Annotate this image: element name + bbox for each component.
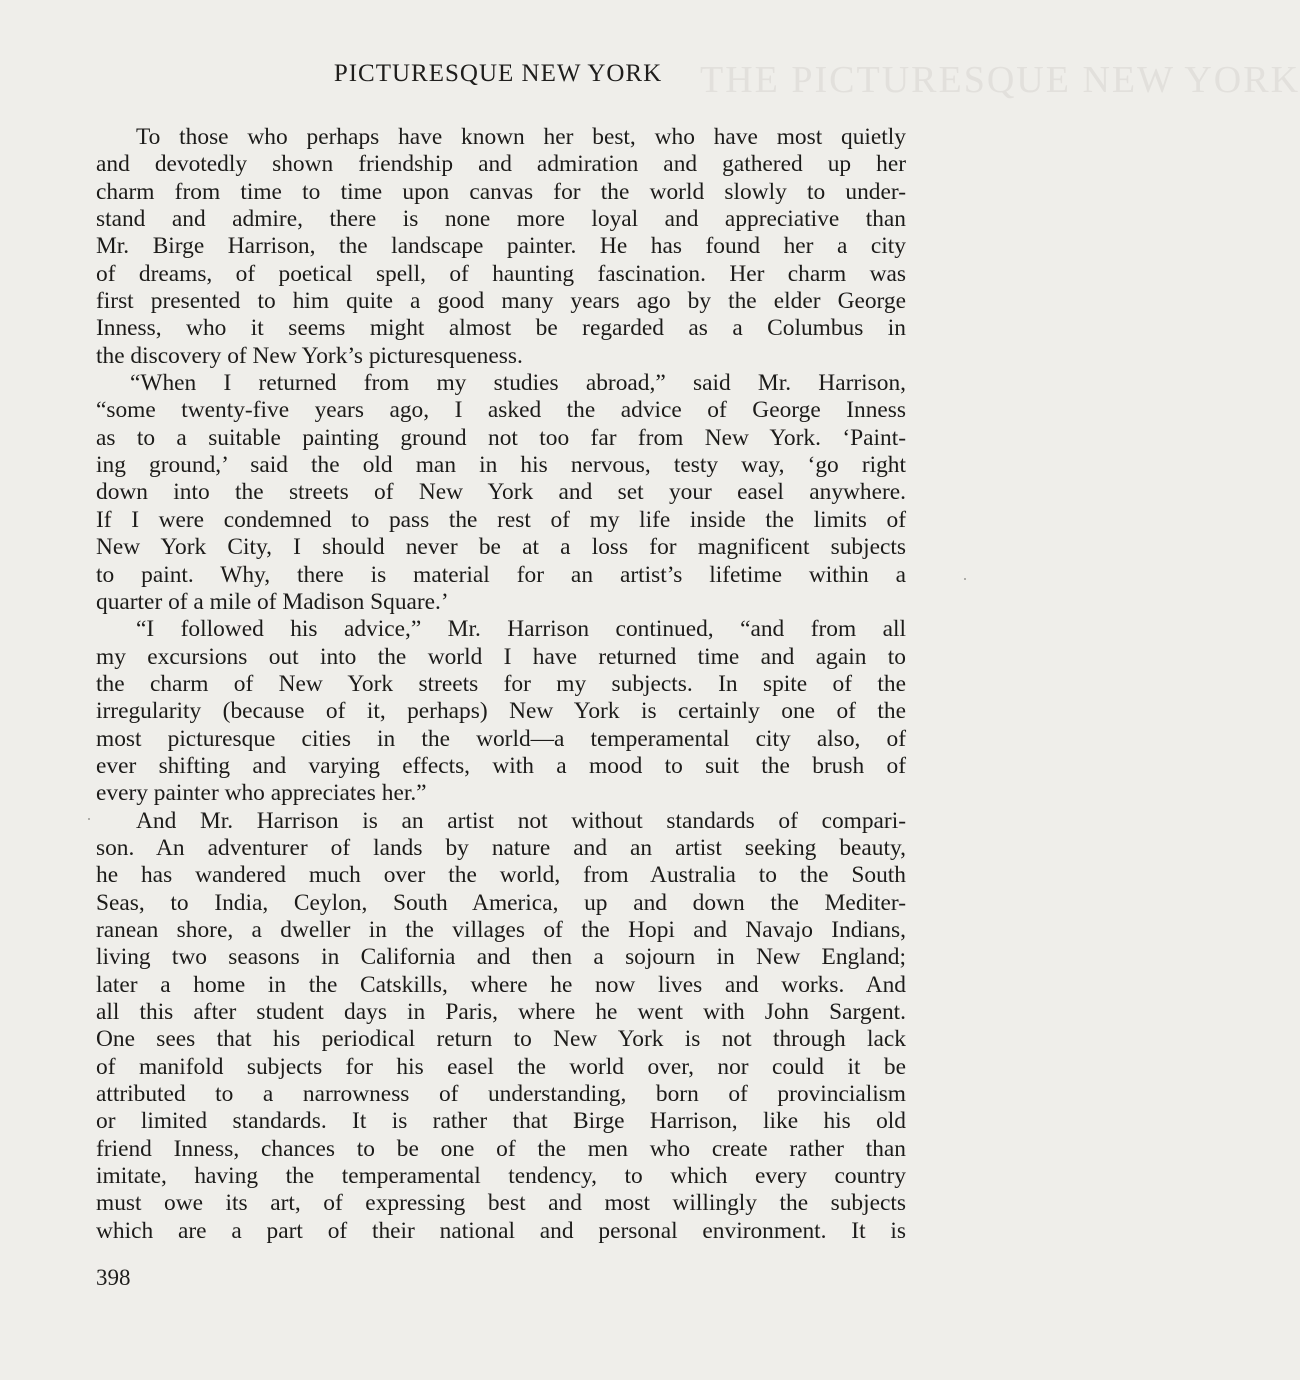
- text-line: the discovery of New York’s picturesqueness.: [96, 342, 523, 369]
- text-line: the charm of New York streets for my subjects. In spite of the: [96, 670, 906, 697]
- text-line: to paint. Why, there is material for an artist’s lifetime within a: [96, 561, 906, 588]
- text-line: attributed to a narrowness of understanding, born of provincialism: [96, 1081, 906, 1108]
- text-line: quarter of a mile of Madison Square.’: [96, 588, 449, 615]
- text-line: every painter who appreciates her.”: [96, 780, 427, 807]
- text-line: “some twenty-five years ago, I asked the advice of George Inness: [96, 397, 906, 424]
- text-line: first presented to him quite a good many years ago by the elder George: [96, 288, 906, 315]
- text-line: To those who perhaps have known her best, who have most quietly: [136, 124, 906, 150]
- text-line: “When I returned from my studies abroad,” said Mr. Harrison,: [130, 370, 906, 397]
- text-line: must owe its art, of expressing best and most willingly the subjects: [96, 1190, 906, 1217]
- text-line: of manifold subjects for his easel the world over, nor could it be: [96, 1053, 906, 1080]
- text-line: ranean shore, a dweller in the villages of the Hopi and Navajo Indians,: [96, 916, 906, 943]
- text-line: living two seasons in California and then a sojourn in New England;: [96, 944, 906, 971]
- paper-speck: [964, 578, 966, 580]
- text-line: down into the streets of New York and set your easel anywhere.: [96, 479, 906, 506]
- text-line: ing ground,’ said the old man in his nervous, testy way, ‘go right: [96, 452, 906, 479]
- show-through-text: THE PICTURESQUE NEW YORK: [700, 59, 1300, 101]
- text-line: And Mr. Harrison is an artist not without standards of compari-: [136, 807, 906, 834]
- text-line: later a home in the Catskills, where he now lives and works. And: [96, 971, 906, 998]
- text-line: One sees that his periodical return to New York is not through lack: [96, 1026, 906, 1053]
- text-line: ever shifting and varying effects, with a mood to suit the brush of: [96, 752, 906, 779]
- text-line: most picturesque cities in the world—a temperamental city also, of: [96, 725, 906, 752]
- text-line: friend Inness, chances to be one of the men who create rather than: [96, 1135, 906, 1162]
- text-line: stand and admire, there is none more loyal and appreciative than: [96, 206, 906, 233]
- paper-speck: [88, 818, 90, 820]
- text-line: and devotedly shown friendship and admiration and gathered up her: [96, 151, 906, 178]
- text-line: son. An adventurer of lands by nature and an artist seeking beauty,: [96, 834, 906, 861]
- text-line: Mr. Birge Harrison, the landscape painter. He has found her a city: [96, 233, 906, 260]
- text-line: irregularity (because of it, perhaps) New York is certainly one of the: [96, 698, 906, 725]
- text-line: as to a suitable painting ground not too far from New York. ‘Paint-: [96, 424, 906, 451]
- text-line: If I were condemned to pass the rest of my life inside the limits of: [96, 506, 906, 533]
- text-line: he has wandered much over the world, from Australia to the South: [96, 862, 906, 889]
- text-line: all this after student days in Paris, where he went with John Sargent.: [96, 999, 906, 1025]
- text-line: or limited standards. It is rather that Birge Harrison, like his old: [96, 1108, 906, 1135]
- text-line: Inness, who it seems might almost be regarded as a Columbus in: [96, 315, 906, 342]
- text-line: my excursions out into the world I have returned time and again to: [96, 643, 906, 670]
- text-line: of dreams, of poetical spell, of haunting fascination. Her charm was: [96, 260, 906, 287]
- text-line: “I followed his advice,” Mr. Harrison continued, “and from all: [136, 616, 906, 643]
- running-head: PICTURESQUE NEW YORK: [333, 60, 663, 87]
- text-line: Seas, to India, Ceylon, South America, up and down the Mediter-: [96, 889, 906, 916]
- text-line: New York City, I should never be at a loss for magnificent subjects: [96, 534, 906, 561]
- text-line: imitate, having the temperamental tendency, to which every country: [96, 1163, 906, 1190]
- text-line: charm from time to time upon canvas for the world slowly to under-: [96, 178, 906, 205]
- text-line: which are a part of their national and personal environment. It is: [96, 1217, 906, 1244]
- page-number: 398: [96, 1265, 131, 1290]
- body-text: [96, 124, 906, 1245]
